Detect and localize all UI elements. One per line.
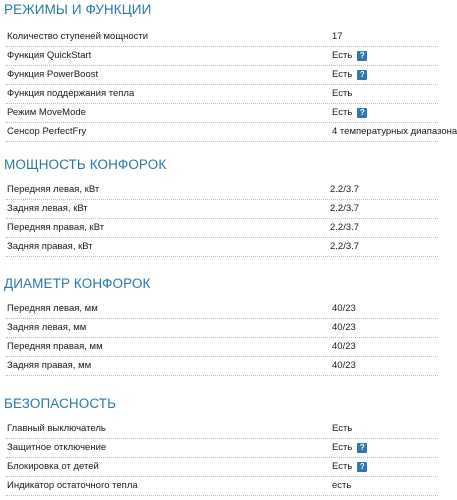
spec-row (6, 357, 438, 376)
spec-value-text: Есть (332, 461, 353, 472)
spec-row (6, 219, 438, 238)
spec-value (332, 340, 356, 353)
spec-value-text: Есть (332, 107, 353, 118)
spec-label: Сенсор PerfectFry (7, 126, 87, 137)
spec-row (6, 181, 438, 200)
spec-value (330, 221, 359, 234)
spec-label: Функция PowerBoost (7, 69, 99, 80)
spec-row (6, 104, 438, 123)
row-divider (6, 375, 438, 376)
spec-value (332, 106, 367, 119)
spec-value-text: 40/23 (332, 341, 356, 352)
spec-value-text: 2.2/3.7 (330, 241, 360, 252)
spec-value (332, 87, 352, 100)
spec-value-text: Есть (332, 88, 353, 99)
section-title: МОЩНОСТЬ КОНФОРОК (4, 157, 167, 172)
spec-value (332, 30, 343, 43)
spec-value (332, 302, 356, 315)
spec-value (332, 479, 351, 492)
section-title: БЕЗОПАСНОСТЬ (4, 396, 117, 411)
spec-value-text: 40/23 (332, 303, 356, 314)
section-title: РЕЖИМЫ И ФУНКЦИИ (4, 2, 152, 17)
spec-value-text: 4 температурных диапазона (332, 126, 457, 137)
spec-row (6, 85, 438, 104)
spec-value-text: 2.2/3.7 (330, 203, 360, 214)
spec-value-text: Есть (332, 50, 353, 61)
spec-value (332, 49, 367, 62)
spec-value (332, 125, 457, 138)
help-icon[interactable]: ? (357, 443, 367, 453)
help-icon[interactable]: ? (357, 51, 367, 61)
spec-label: Функция поддержания тепла (7, 88, 135, 99)
spec-label: Блокировка от детей (7, 461, 99, 472)
spec-row (6, 47, 438, 66)
spec-value (332, 68, 367, 81)
spec-label: Передняя правая, мм (7, 341, 103, 352)
spec-label: Задняя левая, кВт (7, 203, 88, 214)
spec-value (332, 441, 367, 454)
spec-value-text: 17 (332, 31, 343, 42)
spec-value-text: есть (332, 480, 352, 491)
spec-value-text: Есть (332, 69, 353, 80)
spec-label: Передняя левая, кВт (7, 184, 100, 195)
spec-label: Защитное отключение (7, 442, 107, 453)
spec-row (6, 123, 457, 142)
spec-value-text: 2.2/3.7 (330, 184, 360, 195)
spec-value (330, 202, 359, 215)
spec-label: Режим MoveMode (7, 107, 86, 118)
spec-label: Количество ступеней мощности (7, 31, 149, 42)
spec-label: Передняя правая, кВт (7, 222, 105, 233)
section-title: ДИАМЕТР КОНФОРОК (4, 276, 151, 291)
spec-row (6, 338, 438, 357)
spec-value (330, 183, 359, 196)
spec-value-text: 2.2/3.7 (330, 222, 360, 233)
row-divider (6, 256, 438, 257)
help-icon[interactable]: ? (357, 462, 367, 472)
row-divider (6, 495, 438, 496)
help-icon[interactable]: ? (357, 108, 367, 118)
spec-value-text: 40/23 (332, 360, 356, 371)
row-divider (6, 141, 438, 142)
spec-label: Передняя левая, мм (7, 303, 98, 314)
spec-row (6, 477, 438, 496)
spec-row (6, 319, 438, 338)
spec-label: Задняя левая, мм (7, 322, 87, 333)
spec-label: Задняя правая, кВт (7, 241, 93, 252)
spec-value (330, 240, 359, 253)
spec-value-text: 40/23 (332, 322, 356, 333)
spec-value (332, 321, 356, 334)
spec-row (6, 458, 438, 477)
spec-label: Главный выключатель (7, 423, 106, 434)
spec-row (6, 238, 438, 257)
spec-row (6, 420, 438, 439)
spec-label: Индикатор остаточного тепла (7, 480, 138, 491)
help-icon[interactable]: ? (357, 70, 367, 80)
spec-row (6, 28, 438, 47)
spec-label: Задняя правая, мм (7, 360, 92, 371)
spec-row (6, 439, 438, 458)
spec-value-text: Есть (332, 423, 353, 434)
spec-row (6, 200, 438, 219)
spec-row (6, 300, 438, 319)
spec-value-text: Есть (332, 442, 353, 453)
spec-value (332, 460, 367, 473)
spec-row (6, 66, 438, 85)
spec-value (332, 359, 356, 372)
spec-value (332, 422, 352, 435)
spec-label: Функция QuickStart (7, 50, 92, 61)
